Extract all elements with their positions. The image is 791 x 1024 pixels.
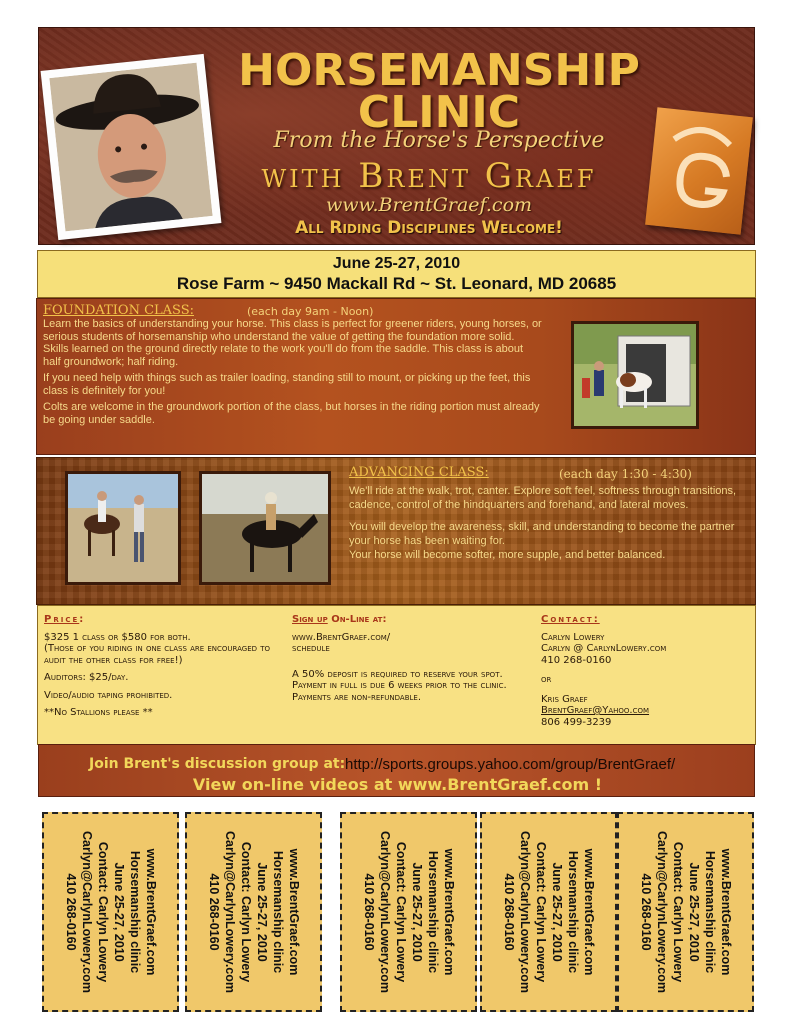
welcome-banner: All Riding Disciplines Welcome!: [295, 218, 563, 238]
tab-email: Carlyn@CarlynLowery.com: [517, 830, 532, 993]
advancing-time: (each day 1:30 - 4:30): [559, 467, 692, 481]
trailer-photo-icon: [574, 324, 696, 426]
tab-clinic: Horsemanship clinic: [270, 850, 285, 974]
discussion-group-label: Join Brent's discussion group at:: [89, 756, 346, 772]
tab-email: Carlyn@CarlynLowery.com: [222, 830, 237, 993]
advancing-heading: ADVANCING CLASS:: [349, 465, 489, 480]
advancing-paragraph-2: You will develop the awareness, skill, and understanding to become the partner your horse has been waiting for.: [349, 521, 735, 547]
riding-photo: [199, 471, 331, 585]
tab-contact: Contact: Carlyn Lowery: [670, 841, 685, 983]
price-column: [44, 614, 274, 719]
advancing-description: [349, 484, 749, 570]
groundwork-photo: [65, 471, 181, 585]
tab-website: www.BrentGraef.com: [143, 848, 158, 976]
discussion-group-url[interactable]: http://sports.groups.yahoo.com/group/BrentGraef/: [345, 756, 676, 773]
tab-website: www.BrentGraef.com: [718, 848, 733, 976]
foundation-paragraph: If you need help with things such as trailer loading, standing still to mount, or picking up the feet, this class is definitely for you!: [43, 372, 531, 397]
tab-phone: 410 268-0160: [206, 873, 221, 951]
signup-heading: [292, 614, 522, 626]
title-line-2: CLINIC: [357, 87, 521, 138]
auditors-price: Auditors: $25/day.: [44, 672, 129, 683]
with-brent-graef: with Brent Graef: [261, 156, 597, 196]
tab-phone: 410 268-0160: [501, 873, 516, 951]
tab-contact: Contact: Carlyn Lowery: [393, 841, 408, 983]
taping-note: Video/audio taping prohibited.: [44, 689, 173, 701]
advancing-paragraph-1: We'll ride at the walk, trot, canter. Explore soft feel, softness through transitions, cadence, control of the hindquarters and forehand, and lateral moves.: [349, 485, 737, 511]
tab-dates: June 25-27, 2010: [111, 862, 126, 962]
contact-heading: [541, 614, 751, 626]
signup-heading-underlined: Sign up: [292, 614, 328, 625]
tab-clinic: Horsemanship clinic: [425, 850, 440, 974]
tab-text: [501, 822, 597, 1002]
tab-clinic: Horsemanship clinic: [127, 850, 142, 974]
tab-email: Carlyn@CarlynLowery.com: [377, 830, 392, 993]
tear-off-tab[interactable]: [185, 812, 322, 1012]
foundation-paragraph: Learn the basics of understanding your horse. This class is perfect for greener riders, young horses, or serious students of horsemanship who understand the value of getting the foundation more solid. Skills learned on the ground directly relate to the work you'll do from the saddle. This class is about half groundwork; half riding.: [43, 318, 542, 368]
header-website[interactable]: www.BrentGraef.com: [325, 194, 533, 216]
tab-dates: June 25-27, 2010: [549, 862, 564, 962]
advancing-paragraph-3: Your horse will become softer, more supple, and better balanced.: [349, 549, 666, 561]
contact-name-2: Kris Graef: [541, 693, 588, 705]
signup-column: [292, 614, 522, 703]
contact-heading-text: Contact:: [541, 614, 600, 625]
event-date-bar: [37, 250, 756, 298]
tear-off-tab[interactable]: [480, 812, 617, 1012]
signup-url[interactable]: [292, 632, 522, 655]
contact-column: [541, 614, 751, 728]
advancing-section: [36, 457, 756, 605]
contact-email-2[interactable]: BrentGraef@Yahoo.com: [541, 705, 650, 716]
price-note: (Those of you riding in one class are encouraged to audit the other class for free!): [44, 643, 270, 666]
tab-text: [63, 822, 159, 1002]
foundation-description: [43, 318, 543, 430]
tab-text: [361, 822, 457, 1002]
price-heading: Price:: [44, 614, 84, 625]
header-banner: [38, 27, 755, 245]
tab-contact: Contact: Carlyn Lowery: [95, 841, 110, 983]
tab-contact: Contact: Carlyn Lowery: [238, 841, 253, 983]
contact-name-1: Carlyn Lowery: [541, 631, 605, 643]
discussion-group-bar: [38, 744, 755, 797]
tab-phone: 410 268-0160: [63, 873, 78, 951]
deposit-note: A 50% deposit is required to reserve your spot. Payment in full is due 6 weeks prior to the clinic. Payments are non-refundable.: [292, 668, 507, 703]
tab-website: www.BrentGraef.com: [441, 848, 456, 976]
contact-phone-2: 806 499-3239: [541, 716, 612, 728]
signup-url-line1[interactable]: www.BrentGraef.com/: [292, 631, 391, 643]
tear-off-tab[interactable]: [340, 812, 477, 1012]
tear-off-tab[interactable]: [617, 812, 754, 1012]
groundwork-photo-icon: [68, 474, 178, 582]
contact-email-1[interactable]: Carlyn @ CarlynLowery.com: [541, 643, 667, 654]
foundation-section: [36, 298, 756, 455]
tab-clinic: Horsemanship clinic: [565, 850, 580, 974]
tab-email: Carlyn@CarlynLowery.com: [654, 830, 669, 993]
trailer-loading-photo: [571, 321, 699, 429]
tab-dates: June 25-27, 2010: [409, 862, 424, 962]
contact-phone-1: 410 268-0160: [541, 654, 612, 666]
foundation-paragraph: Colts are welcome in the groundwork portion of the class, but horses in the riding portion must already be going under saddle.: [43, 401, 540, 426]
tab-clinic: Horsemanship clinic: [702, 850, 717, 974]
tab-email: Carlyn@CarlynLowery.com: [79, 830, 94, 993]
signup-url-line2[interactable]: schedule: [292, 643, 330, 654]
event-dates: June 25-27, 2010: [332, 255, 461, 272]
riding-photo-icon: [202, 474, 328, 582]
price-heading-text: Price: [44, 614, 80, 625]
tab-contact: Contact: Carlyn Lowery: [533, 841, 548, 983]
tab-dates: June 25-27, 2010: [254, 862, 269, 962]
tab-text: [206, 822, 302, 1002]
tab-website: www.BrentGraef.com: [581, 848, 596, 976]
contact-or: or: [541, 674, 552, 685]
tab-phone: 410 268-0160: [638, 873, 653, 951]
foundation-time: (each day 9am - Noon): [247, 305, 374, 318]
event-location: Rose Farm ~ 9450 Mackall Rd ~ St. Leonard, MD 20685: [176, 274, 617, 293]
price-main: $325 1 class or $580 for both.: [44, 631, 191, 643]
signup-heading-rest: On-Line at:: [327, 614, 387, 625]
stallions-note: **No Stallions please **: [44, 707, 153, 718]
title-line-1: HORSEMANSHIP: [238, 45, 640, 96]
info-panel: [37, 605, 756, 745]
subtitle: From the Horse's Perspective: [273, 128, 605, 153]
tab-dates: June 25-27, 2010: [686, 862, 701, 962]
foundation-heading: FOUNDATION CLASS:: [43, 303, 195, 318]
tab-text: [638, 822, 734, 1002]
tab-phone: 410 268-0160: [361, 873, 376, 951]
tab-website: www.BrentGraef.com: [286, 848, 301, 976]
tear-off-tab[interactable]: [42, 812, 179, 1012]
videos-link[interactable]: View on-line videos at www.BrentGraef.com !: [192, 775, 603, 794]
